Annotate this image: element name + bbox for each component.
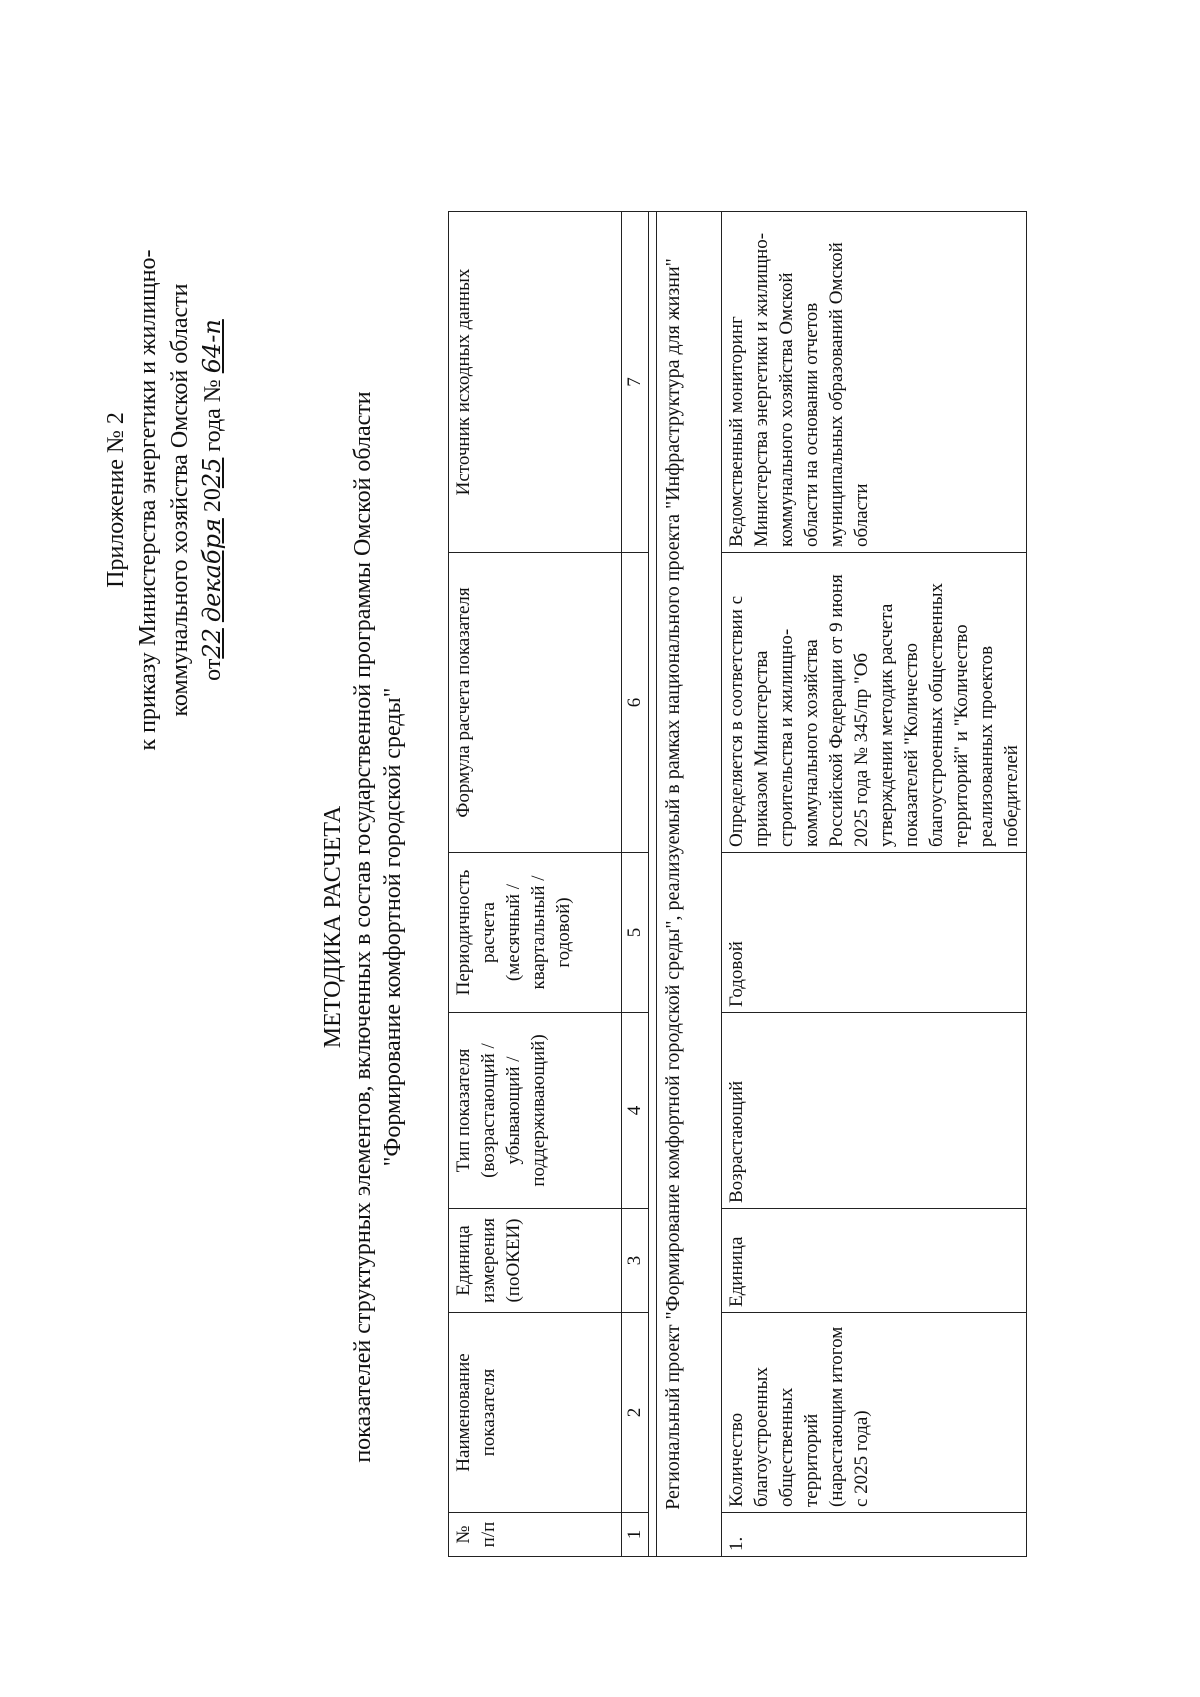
- order-number: 64-п: [198, 319, 226, 374]
- header-cell: Источник исходных данных: [449, 212, 622, 553]
- indicator-formula: Определяется в соответствии с приказом Министерства строительства и жилищно-коммунального хозяйства Российской Федерации от 9 июня 2025 года № 345/пр "Об утверждении методик расчета показателей "Количество благоустроенных общественных территорий" и "Количество реализованных проектов победителей: [722, 553, 1027, 853]
- indicator-unit: Единица: [722, 1209, 1027, 1313]
- column-number: 3: [622, 1209, 649, 1313]
- section-row: [657, 212, 722, 1557]
- date-day: 22: [198, 628, 226, 659]
- column-number-row: [622, 212, 649, 1557]
- order-date-line: [196, 140, 229, 860]
- header-cell: Наименование показателя: [449, 1313, 622, 1513]
- title-main: МЕТОДИКА РАСЧЕТА: [320, 805, 346, 1049]
- column-number: 4: [622, 1013, 649, 1209]
- title-subtitle: показателей структурных элементов, включенных в состав государственной программы Омской области: [350, 391, 376, 1463]
- indicator-name: Количество благоустроенных общественных территорий (нарастающим итогом с 2025 года): [722, 1313, 1027, 1513]
- year-suffix: 25: [198, 457, 226, 489]
- column-number: 2: [622, 1313, 649, 1513]
- column-number: 6: [622, 553, 649, 853]
- indicator-source: Ведомственный мониторинг Министерства энергетики и жилищно-коммунального хозяйства Омской области на основании отчетов муниципальных образований Омской области: [722, 212, 1027, 553]
- year-prefix: 20: [200, 488, 226, 513]
- header-cell: Формула расчета показателя: [449, 553, 622, 853]
- appendix-order-ref-1: к приказу Министерства энергетики и жилищно-: [135, 249, 161, 751]
- indicator-type: Возрастающий: [722, 1013, 1027, 1209]
- separator-cell: [649, 212, 657, 1557]
- row-number: 1.: [722, 1513, 1027, 1557]
- header-cell: Периодичность расчета (месячный / квартальный / годовой): [449, 853, 622, 1013]
- document-title: [318, 277, 408, 1577]
- header-cell: Единица измерения (поОКЕИ): [449, 1209, 622, 1313]
- header-cell: Тип показателя (возрастающий / убывающий / поддерживающий): [449, 1013, 622, 1209]
- column-number: 5: [622, 853, 649, 1013]
- appendix-header: [100, 140, 229, 860]
- appendix-order-ref-2: коммунального хозяйства Омской области: [167, 283, 193, 717]
- table-row: [722, 212, 1027, 1557]
- date-month: декабря: [198, 518, 226, 623]
- section-title: Региональный проект "Формирование комфортной городской среды", реализуемый в рамках национального проекта "Инфраструктура для жизни": [657, 212, 722, 1557]
- methodology-table: [448, 211, 1027, 1557]
- header-cell: № п/п: [449, 1513, 622, 1557]
- indicator-period: Годовой: [722, 853, 1027, 1013]
- year-word: года №: [200, 379, 226, 452]
- table-header-row: [449, 212, 622, 1557]
- appendix-number: Приложение № 2: [103, 412, 129, 588]
- column-number: 7: [622, 212, 649, 553]
- date-prefix: от: [200, 658, 226, 681]
- separator-row: [649, 212, 657, 1557]
- column-number: 1: [622, 1513, 649, 1557]
- title-program: "Формирование комфортной городской среды": [380, 687, 406, 1167]
